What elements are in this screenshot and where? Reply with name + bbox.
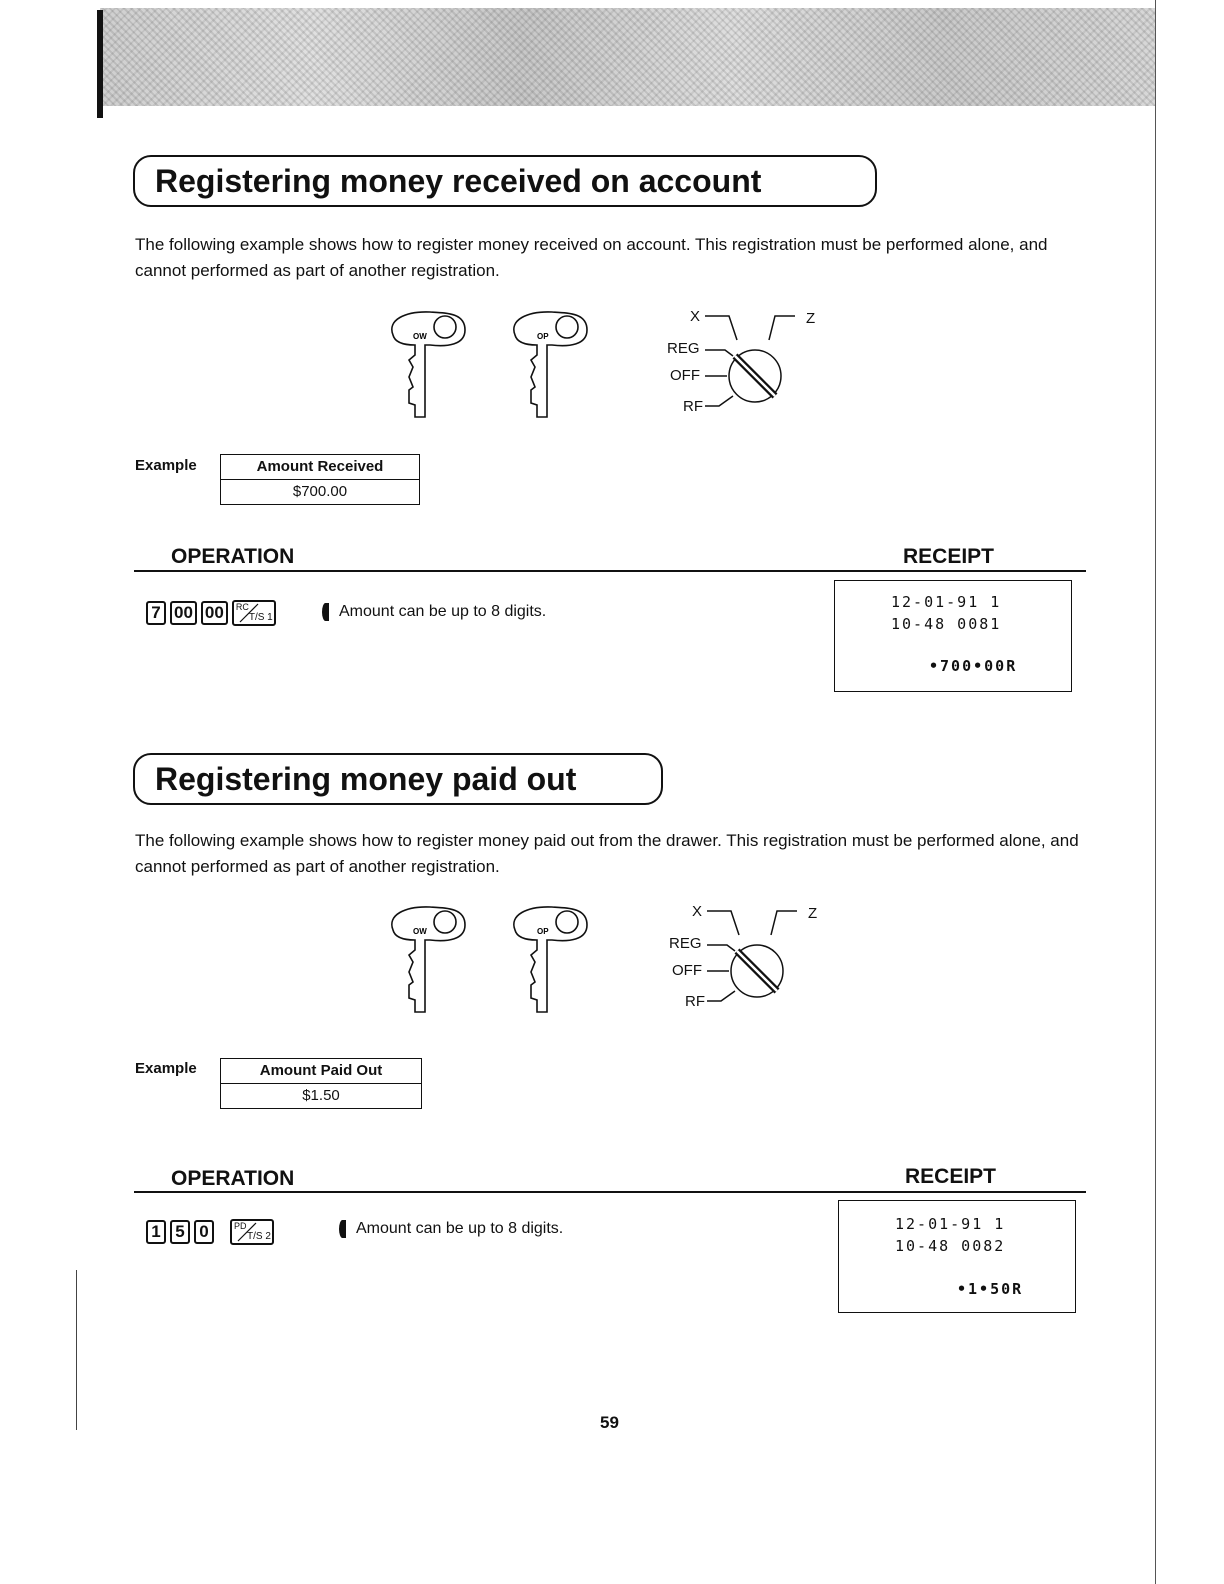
section2-func-key-top: PD <box>234 1221 247 1231</box>
section1-table-header: Amount Received <box>221 455 419 480</box>
section1-mode-reg: REG <box>667 340 700 357</box>
section1-receipt-heading: RECEIPT <box>903 545 995 568</box>
section1-receipt-line2: 10-48 0081 <box>891 615 1002 633</box>
section2-rule <box>134 1191 1086 1193</box>
section1-mode-off: OFF <box>670 367 700 384</box>
section1-keys-diagram <box>385 305 605 425</box>
section2-receipt-line2: 10-48 0082 <box>895 1237 1006 1255</box>
section1-mode-z: Z <box>806 310 816 327</box>
section2-key-1: 1 <box>146 1220 166 1244</box>
section2-note-text: Amount can be up to 8 digits. <box>356 1220 564 1237</box>
section2-pd-ts2-key <box>230 1219 274 1245</box>
section2-title: Registering money paid out <box>155 761 577 797</box>
section2-receipt <box>838 1200 1076 1313</box>
section1-mode-x: X <box>690 308 701 325</box>
section1-title-box <box>133 155 877 207</box>
section1-title: Registering money received on account <box>155 163 762 199</box>
section2-paragraph: The following example shows how to register money paid out from the drawer. This registration must be performed alone, and cannot performed as part of another registration. <box>135 831 1079 876</box>
section1-key-sequence <box>146 600 276 626</box>
section1-paragraph: The following example shows how to register money received on account. This registration must be performed alone, and cannot performed as part of another registration. <box>135 235 1048 280</box>
pointer-icon <box>322 603 329 621</box>
section2-operation-heading: OPERATION <box>171 1167 295 1190</box>
section2-func-key-bottom: T/S 2 <box>247 1231 271 1242</box>
section1-note-text: Amount can be up to 8 digits. <box>339 603 547 620</box>
section1-receipt-line1: 12-01-91 1 <box>891 593 1002 611</box>
section2-key1-label: OW <box>413 927 427 936</box>
section2-title-box <box>133 753 663 805</box>
section1-key-00-a: 00 <box>170 601 197 625</box>
left-margin-line <box>76 1270 77 1430</box>
section1-example-table <box>220 454 420 505</box>
section2-key-sequence <box>146 1219 274 1245</box>
section2-mode-off: OFF <box>672 962 702 979</box>
section1-mode-switch-icon <box>705 310 815 420</box>
binding-mark <box>97 10 103 118</box>
section1-table-value: $700.00 <box>292 483 348 500</box>
section2-note <box>339 1220 563 1238</box>
section1-func-key-top: RC <box>235 602 249 612</box>
section2-example-label: Example <box>135 1060 197 1077</box>
section2-receipt-amount: •1•50R <box>957 1280 1024 1298</box>
section2-receipt-line1: 12-01-91 1 <box>895 1215 1006 1233</box>
section2-key-5: 5 <box>170 1220 190 1244</box>
section1-receipt-amount: •700•00R <box>929 657 1018 675</box>
page-number: 59 <box>600 1413 619 1432</box>
section1-key2-label: OP <box>537 332 549 341</box>
section2-table-value: $1.50 <box>302 1087 340 1104</box>
section2-keys-diagram <box>385 900 605 1020</box>
header-banner <box>100 8 1156 106</box>
section1-key-7: 7 <box>146 601 166 625</box>
section2-key2-label: OP <box>537 927 549 936</box>
section1-example-label: Example <box>135 457 197 474</box>
section2-mode-switch-icon <box>707 905 817 1015</box>
section2-mode-z: Z <box>808 905 818 922</box>
section2-key-0: 0 <box>194 1220 214 1244</box>
section2-receipt-heading: RECEIPT <box>905 1165 997 1188</box>
section1-mode-rf: RF <box>683 398 703 415</box>
section2-example-table <box>220 1058 422 1109</box>
section1-note <box>322 603 546 621</box>
section1-func-key-bottom: T/S 1 <box>248 612 273 623</box>
section1-key1-label: OW <box>413 332 427 341</box>
section2-mode-x: X <box>692 903 703 920</box>
section1-rc-ts1-key <box>232 600 276 626</box>
pointer-icon <box>339 1220 346 1238</box>
section1-rule <box>134 570 1086 572</box>
section2-mode-rf: RF <box>685 993 705 1010</box>
section1-key-00-b: 00 <box>201 601 228 625</box>
right-edge-line <box>1155 0 1156 1584</box>
section2-mode-reg: REG <box>669 935 702 952</box>
section2-table-header: Amount Paid Out <box>221 1059 421 1084</box>
section1-operation-heading: OPERATION <box>171 545 295 568</box>
section1-receipt <box>834 580 1072 692</box>
